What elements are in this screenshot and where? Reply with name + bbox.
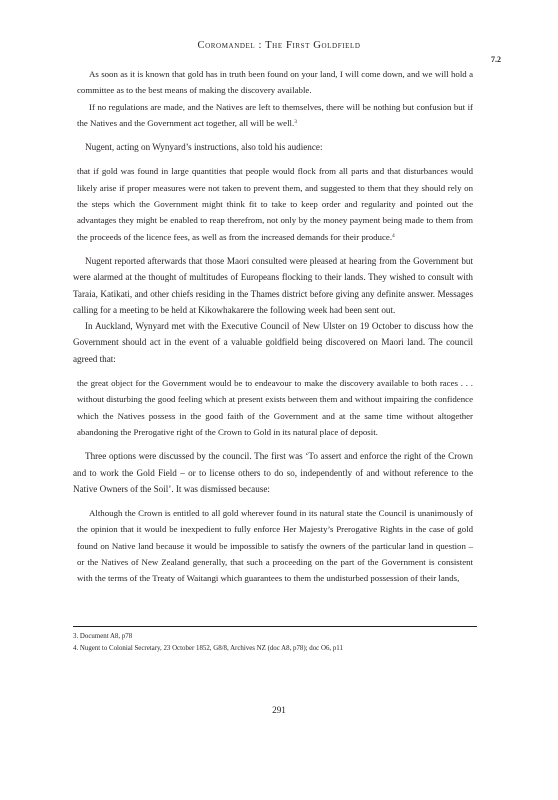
footnote-number: 4. <box>73 645 79 653</box>
footnote-number: 3. <box>73 633 79 640</box>
paragraph: Nugent reported afterwards that those Maori consulted were pleased at hearing from the Government but were alarmed at the thought of multitudes of Europeans flocking to their lands. They wished to consult with Taraia, Katikati, and other chiefs residing in the Thames district before giving any definite answer. Messages calling for a meeting to be held at Kikowhakarere the following week had been sent out. <box>73 255 473 315</box>
block-quote-continued <box>73 99 473 132</box>
footnote-rule <box>73 626 477 627</box>
page-number: 291 <box>272 705 286 715</box>
footnotes <box>73 631 477 656</box>
footnote-ref: 4 <box>392 232 395 239</box>
footnote-text: Nugent to Colonial Secretary, 23 October 1852, G8/8, Archives NZ (doc A8, p78); doc O6, p11 <box>79 645 343 653</box>
block-quote <box>73 66 473 99</box>
quote-text: If no regulations are made, and the Natives are left to themselves, there will be nothing but confusion but if the Natives and the Government act together, all will be well. <box>77 101 473 128</box>
block-quote: the great object for the Government would be to endeavour to make the discovery available to both races . . . without disturbing the good feeling which at present exists between them and without impairing the confidence which the Natives possess in the good faith of the Government and at the same time without altogether abandoning the Prerogative right of the Crown to Gold in its natural place of deposit. <box>77 378 473 437</box>
paragraph: Nugent, acting on Wynyard’s instructions, also told his audience: <box>85 142 323 153</box>
block-quote: Although the Crown is entitled to all gold wherever found in its natural state the Council is unanimously of the opinion that it would be inexpedient to fully enforce Her Majesty’s Prerogative Rights in the case of gold found on Native land because it would be impossible to satisfy the owners of the particular land in question – or the Natives of New Zealand generally, that such a proceeding on the part of the Government is consistent with the terms of the Treaty of Waitangi which guarantees to them the undisturbed possession of their lands, <box>77 508 473 584</box>
footnote <box>73 643 477 655</box>
running-head: Coromandel : The First Goldfield <box>197 40 361 51</box>
paragraph: In Auckland, Wynyard met with the Executive Council of New Ulster on 19 October to discuss how the Government should act in the event of a valuable goldfield being discovered on Maori land. The council agreed that: <box>73 321 473 364</box>
section-number: 7.2 <box>491 55 501 64</box>
paragraph: Three options were discussed by the council. The first was ‘To assert and enforce the right of the Crown and to work the Gold Field – or to license others to do so, independently of and without reference to the Native Owners of the Soil’. It was dismissed because: <box>73 451 473 494</box>
body-text <box>73 66 473 587</box>
footnote-ref: 3 <box>294 118 297 125</box>
footnote <box>73 631 477 643</box>
block-quote <box>73 163 473 244</box>
quote-text: As soon as it is known that gold has in truth been found on your land, I will come down, and we will hold a committee as to the best means of making the discovery available. <box>77 69 473 96</box>
footnote-text: Document A8, p78 <box>79 633 133 640</box>
quote-text: that if gold was found in large quantities that people would flock from all parts and that disturbances would likely arise if proper measures were not taken to prevent them, and suggested to them that they should rely on the steps which the Government might think fit to take to keep order and regularity and pointed out the advantages they might be enabled to reap therefrom, not only by the money payment being made to them from the proceeds of the licence fees, as well as from the increased demands for their produce. <box>77 166 473 242</box>
